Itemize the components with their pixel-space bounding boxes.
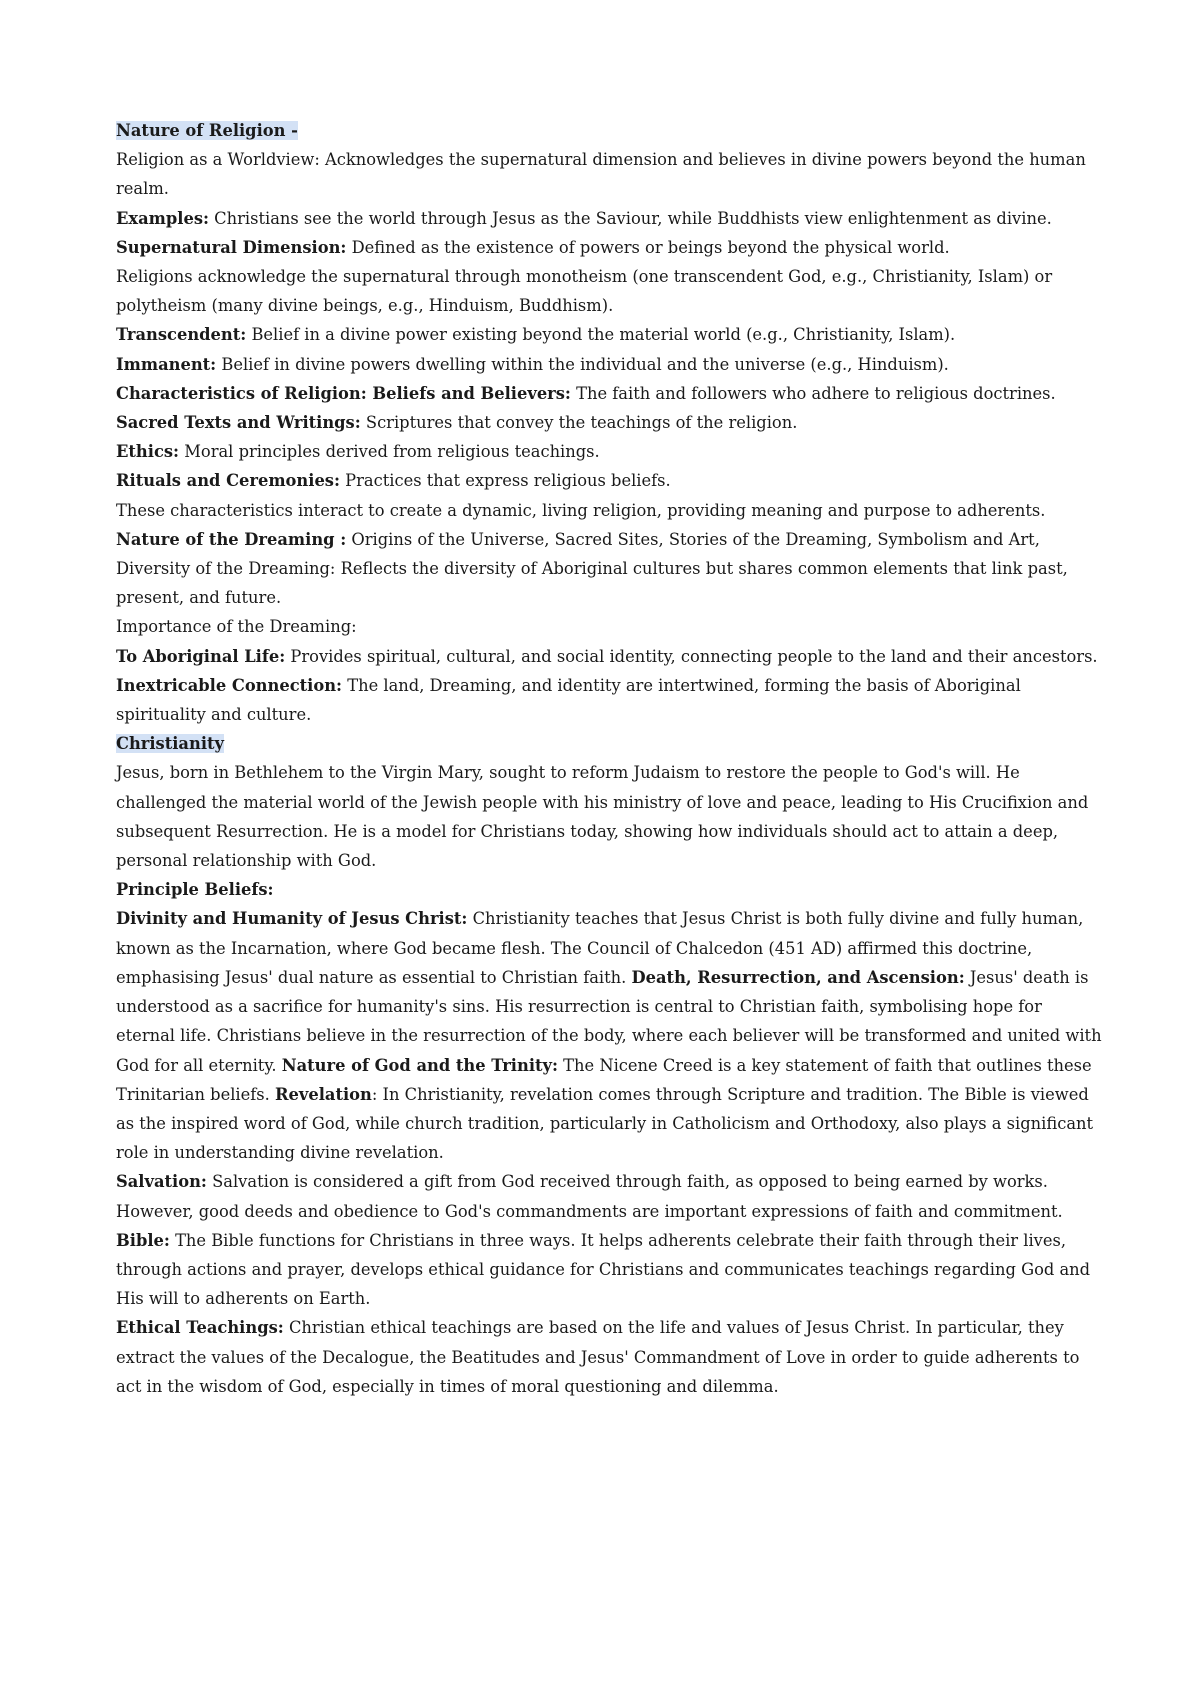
christianity-heading: Christianity xyxy=(116,734,224,754)
paragraph-transcendent xyxy=(116,320,1106,349)
paragraph-monotheism: Religions acknowledge the supernatural through monotheism (one transcendent God, e.g., Christianity, Islam) or polytheism (many divine beings, e.g., Hinduism, Buddhism). xyxy=(116,267,1053,316)
bible-label: Bible: xyxy=(116,1230,170,1250)
ethical-teachings-label: Ethical Teachings: xyxy=(116,1318,284,1338)
paragraph-worldview: Religion as a Worldview: Acknowledges the supernatural dimension and believes in divine powers beyond the human realm. xyxy=(116,150,1086,199)
principle-beliefs-label: Principle Beliefs: xyxy=(116,880,274,900)
transcendent-text: Belief in a divine power existing beyond the material world (e.g., Christianity, Islam). xyxy=(246,325,956,345)
revelation-label: Revelation xyxy=(275,1084,372,1104)
paragraph-aboriginal-life xyxy=(116,642,1106,671)
paragraph-examples xyxy=(116,204,1106,233)
trinity-text: The Nicene Creed is a key statement of faith that outlines these Trinitarian beliefs. xyxy=(116,1055,1092,1104)
paragraph-interact: These characteristics interact to create a dynamic, living religion, providing meaning and purpose to adherents. xyxy=(116,500,1046,520)
salvation-text: Salvation is considered a gift from God received through faith, as opposed to being earned by works. However, good deeds and obedience to God's commandments are important expressions of faith and commitment. xyxy=(116,1172,1063,1221)
rituals-label: Rituals and Ceremonies: xyxy=(116,471,340,491)
bible-text: The Bible functions for Christians in three ways. It helps adherents celebrate their faith through their lives, through actions and prayer, develops ethical guidance for Christians and communicates teachings regarding God and His will to adherents on Earth. xyxy=(116,1230,1091,1309)
paragraph-immanent xyxy=(116,350,1106,379)
supernatural-label: Supernatural Dimension: xyxy=(116,237,347,257)
divinity-text: Christianity teaches that Jesus Christ is both fully divine and fully human, known as the Incarnation, where God became flesh. The Council of Chalcedon (451 AD) affirmed this doctrine, emphasising Jesus' dual nature as essential to Christian faith. xyxy=(116,909,1084,987)
immanent-label: Immanent: xyxy=(116,354,217,374)
salvation-label: Salvation: xyxy=(116,1172,207,1192)
paragraph-rituals xyxy=(116,466,1106,495)
dreaming-nature-label: Nature of the Dreaming : xyxy=(116,529,347,549)
paragraph-beliefs xyxy=(116,904,1106,1167)
examples-label: Examples: xyxy=(116,208,209,228)
death-text: Jesus' death is understood as a sacrifice for humanity's sins. His resurrection is central to Christian faith, symbolising hope for eternal life. Christians believe in the resurrection of the body, where each believer will be transformed and united with God for all eternity. xyxy=(116,967,1102,1075)
dreaming-nature-text: Origins of the Universe, Sacred Sites, Stories of the Dreaming, Symbolism and Art, Diversity of the Dreaming: Reflects the diversity of Aboriginal cultures but shares common elements that link past, present, and future. xyxy=(116,529,1068,608)
nature-heading-line xyxy=(116,116,1106,145)
nature-of-religion-heading: Nature of Religion - xyxy=(116,121,298,140)
ethics-text: Moral principles derived from religious teachings. xyxy=(179,442,600,462)
aboriginal-life-label: To Aboriginal Life: xyxy=(116,646,286,666)
inextricable-text: The land, Dreaming, and identity are intertwined, forming the basis of Aboriginal spirituality and culture. xyxy=(116,675,1021,725)
sacred-texts-label: Sacred Texts and Writings: xyxy=(116,413,361,433)
rituals-text: Practices that express religious beliefs. xyxy=(339,471,671,491)
sacred-texts-text: Scriptures that convey the teachings of the religion. xyxy=(360,413,798,433)
revelation-text: : In Christianity, revelation comes through Scripture and tradition. The Bible is viewed as the inspired word of God, while church tradition, particularly in Catholicism and Orthodoxy, also plays a significant role in understanding divine revelation. xyxy=(116,1084,1094,1163)
transcendent-label: Transcendent: xyxy=(116,325,247,345)
ethics-label: Ethics: xyxy=(116,442,180,462)
paragraph-jesus: Jesus, born in Bethlehem to the Virgin Mary, sought to reform Judaism to restore the people to God's will. He challenged the material world of the Jewish people with his ministry of love and peace, leading to His Crucifixion and subsequent Resurrection. He is a model for Christians today, showing how individuals should act to attain a deep, personal relationship with God. xyxy=(116,763,1089,871)
paragraph-inextricable xyxy=(116,671,1106,729)
paragraph-salvation xyxy=(116,1167,1106,1225)
trinity-label: Nature of God and the Trinity: xyxy=(281,1055,558,1075)
examples-text: Christians see the world through Jesus as the Saviour, while Buddhists view enlightenment as divine. xyxy=(209,208,1052,228)
principle-beliefs-heading xyxy=(116,875,1106,904)
aboriginal-life-text: Provides spiritual, cultural, and social identity, connecting people to the land and their ancestors. xyxy=(285,646,1098,666)
ethical-teachings-text: Christian ethical teachings are based on the life and values of Jesus Christ. In particular, they extract the values of the Decalogue, the Beatitudes and Jesus' Commandment of Love in order to guide adherents to act in the wisdom of God, especially in times of moral questioning and dilemma. xyxy=(116,1318,1080,1396)
paragraph-importance: Importance of the Dreaming: xyxy=(116,617,357,637)
supernatural-text: Defined as the existence of powers or beings beyond the physical world. xyxy=(346,237,950,257)
document-page xyxy=(116,116,1106,1401)
death-label: Death, Resurrection, and Ascension: xyxy=(631,967,965,987)
paragraph-ethics xyxy=(116,437,1106,466)
paragraph-sacred-texts xyxy=(116,408,1106,437)
divinity-label: Divinity and Humanity of Jesus Christ: xyxy=(116,909,468,929)
paragraph-ethical-teachings xyxy=(116,1313,1106,1401)
characteristics-label: Characteristics of Religion: Beliefs and Believers: xyxy=(116,383,571,403)
inextricable-label: Inextricable Connection: xyxy=(116,675,343,695)
paragraph-characteristics xyxy=(116,379,1106,408)
paragraph-supernatural xyxy=(116,233,1106,262)
paragraph-dreaming-nature xyxy=(116,525,1106,613)
characteristics-text: The faith and followers who adhere to religious doctrines. xyxy=(570,383,1056,403)
christianity-heading-line xyxy=(116,729,1106,758)
immanent-text: Belief in divine powers dwelling within the individual and the universe (e.g., Hinduism). xyxy=(216,354,949,374)
paragraph-bible xyxy=(116,1226,1106,1314)
